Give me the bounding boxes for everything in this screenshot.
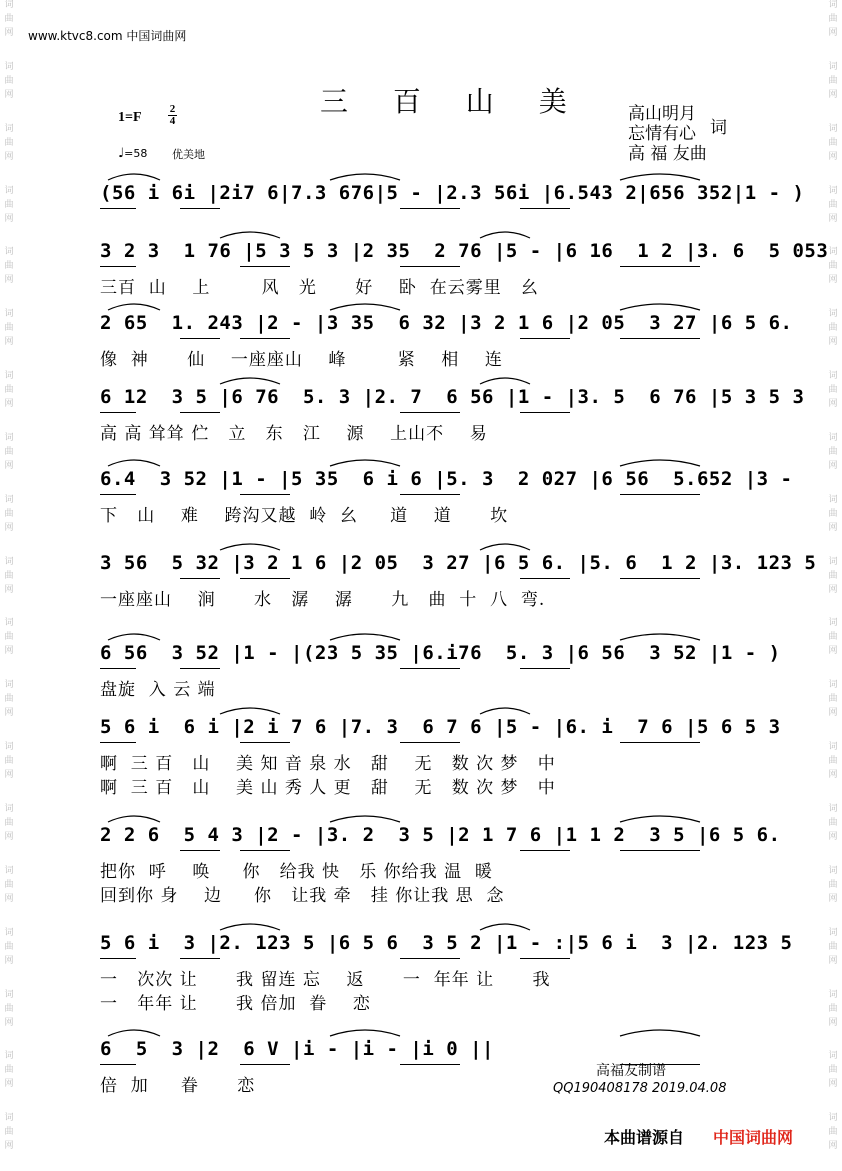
- notation-line: 5 6 i 6 i |2 i 7 6 |7. 3 6 7 6 |5 - |6. i 7 6 |5 6 5 3: [100, 716, 781, 738]
- beam-line: [180, 208, 220, 209]
- watermark-glyph: 网: [4, 770, 14, 781]
- beam-line: [180, 412, 220, 413]
- beam-line: [240, 742, 290, 743]
- watermark-glyph: 曲: [4, 385, 14, 396]
- watermark-glyph: 词: [828, 0, 838, 10]
- watermark-glyph: 网: [4, 151, 14, 162]
- lyric-line: 一 次次 让 我 留连 忘 返 一 年年 让 我: [100, 970, 551, 990]
- beam-line: [400, 1064, 460, 1065]
- beam-lines: [100, 958, 740, 966]
- beam-line: [180, 668, 220, 669]
- watermark-left: [2, 0, 16, 1171]
- watermark-glyph: 曲: [828, 75, 838, 86]
- lyric-line: 一 年年 让 我 倍加 眷 恋: [100, 994, 371, 1014]
- beam-line: [400, 494, 460, 495]
- beam-line: [100, 668, 136, 669]
- expression-marking: 优美地: [172, 148, 205, 161]
- beam-line: [520, 850, 570, 851]
- tempo-value: =58: [124, 147, 148, 160]
- beam-lines: [100, 208, 740, 216]
- watermark-glyph: 词: [828, 927, 838, 938]
- watermark-glyph: 网: [828, 1017, 838, 1028]
- beam-line: [400, 958, 460, 959]
- source-label: 本曲谱源自: [604, 1128, 685, 1147]
- watermark-glyph: 网: [828, 337, 838, 348]
- lyric-line: 三百 山 上 风 光 好 卧 在云雾里 幺: [100, 278, 539, 298]
- beam-line: [100, 208, 136, 209]
- watermark-glyph: 曲: [4, 570, 14, 581]
- watermark-glyph: 网: [4, 893, 14, 904]
- watermark-glyph: 词: [4, 0, 14, 10]
- beam-line: [620, 338, 700, 339]
- watermark-glyph: 词: [828, 309, 838, 320]
- watermark-glyph: 曲: [828, 1127, 838, 1138]
- beam-line: [520, 338, 570, 339]
- watermark-glyph: 曲: [4, 75, 14, 86]
- lyric-line: 啊 三 百 山 美 山 秀 人 更 甜 无 数 次 梦 中: [100, 778, 556, 798]
- beam-lines: [100, 266, 740, 274]
- beam-line: [100, 412, 136, 413]
- watermark-glyph: 曲: [4, 941, 14, 952]
- watermark-glyph: 曲: [4, 632, 14, 643]
- watermark-glyph: 网: [4, 460, 14, 471]
- watermark-glyph: 网: [828, 399, 838, 410]
- song-title: 三 百 山 美: [320, 85, 585, 118]
- watermark-glyph: 曲: [828, 14, 838, 24]
- beam-line: [240, 850, 290, 851]
- contact-line: QQ190408178 2019.04.08: [553, 1081, 727, 1096]
- watermark-glyph: 曲: [4, 199, 14, 210]
- beam-line: [620, 494, 700, 495]
- watermark-glyph: 网: [828, 522, 838, 533]
- beam-line: [620, 578, 700, 579]
- beam-line: [520, 578, 570, 579]
- watermark-glyph: 曲: [828, 446, 838, 457]
- watermark-glyph: 词: [4, 123, 14, 134]
- beam-line: [520, 208, 570, 209]
- beam-line: [100, 1064, 136, 1065]
- watermark-glyph: 词: [4, 680, 14, 691]
- watermark-glyph: 曲: [828, 817, 838, 828]
- notation-line: 6 12 3 5 |6 76 5. 3 |2. 7 6 56 |1 - |3. 5 6 76 |5 3 5 3: [100, 386, 805, 408]
- watermark-glyph: 曲: [828, 694, 838, 705]
- watermark-glyph: 词: [828, 371, 838, 382]
- watermark-glyph: 曲: [4, 817, 14, 828]
- watermark-glyph: 词: [4, 556, 14, 567]
- watermark-glyph: 曲: [4, 508, 14, 519]
- watermark-glyph: 网: [4, 337, 14, 348]
- watermark-glyph: 曲: [4, 756, 14, 767]
- watermark-glyph: 网: [828, 831, 838, 842]
- beam-line: [100, 958, 136, 959]
- notation-line: 6 56 3 52 |1 - |(23 5 35 |6.i76 5. 3 |6 56 3 52 |1 - ): [100, 642, 781, 664]
- watermark-glyph: 词: [4, 989, 14, 1000]
- lyric-line: 倍 加 眷 恋: [100, 1076, 256, 1096]
- lyric-line: 把你 呼 唤 你 给我 快 乐 你给我 温 暖: [100, 862, 493, 882]
- notation-line: 2 65 1. 243 |2 - |3 35 6 32 |3 2 1 6 |2 05 3 27 |6 5 6.: [100, 312, 793, 334]
- watermark-glyph: 网: [828, 708, 838, 719]
- beam-line: [240, 266, 290, 267]
- watermark-glyph: 曲: [828, 199, 838, 210]
- beam-line: [240, 338, 290, 339]
- watermark-glyph: 词: [4, 432, 14, 443]
- watermark-glyph: 词: [828, 494, 838, 505]
- watermark-glyph: 词: [828, 865, 838, 876]
- beam-line: [520, 958, 570, 959]
- notation-line: 3 2 3 1 76 |5 3 5 3 |2 35 2 76 |5 - |6 16 1 2 |3. 6 5 053: [100, 240, 829, 262]
- beam-line: [620, 742, 700, 743]
- beam-lines: [100, 668, 740, 676]
- beam-line: [400, 668, 460, 669]
- watermark-glyph: 词: [4, 247, 14, 258]
- watermark-glyph: 曲: [828, 879, 838, 890]
- watermark-glyph: 曲: [828, 570, 838, 581]
- watermark-glyph: 曲: [828, 261, 838, 272]
- beam-line: [180, 338, 220, 339]
- source-site-link[interactable]: 中国词曲网: [713, 1128, 794, 1147]
- watermark-right: [826, 0, 840, 1171]
- beam-line: [520, 668, 570, 669]
- watermark-glyph: 词: [4, 61, 14, 72]
- beam-line: [620, 850, 700, 851]
- watermark-glyph: 网: [828, 151, 838, 162]
- watermark-glyph: 词: [4, 1113, 14, 1124]
- beam-line: [100, 266, 136, 267]
- tempo-marking: [118, 146, 147, 161]
- watermark-glyph: 网: [4, 399, 14, 410]
- watermark-glyph: 词: [828, 742, 838, 753]
- watermark-glyph: 网: [828, 460, 838, 471]
- beam-line: [100, 494, 136, 495]
- notation-line: 6.4 3 52 |1 - |5 35 6 i 6 |5. 3 2 027 |6 56 5.652 |3 -: [100, 468, 793, 490]
- watermark-glyph: 网: [828, 893, 838, 904]
- watermark-glyph: 词: [4, 618, 14, 629]
- watermark-glyph: 词: [4, 865, 14, 876]
- watermark-glyph: 网: [4, 831, 14, 842]
- staff-system: [100, 454, 793, 544]
- watermark-glyph: 曲: [4, 1065, 14, 1076]
- beam-line: [180, 850, 220, 851]
- watermark-glyph: 词: [828, 556, 838, 567]
- watermark-glyph: 网: [828, 89, 838, 100]
- watermark-glyph: 网: [4, 89, 14, 100]
- beam-line: [400, 208, 460, 209]
- watermark-glyph: 词: [828, 185, 838, 196]
- staff-system: [100, 702, 781, 798]
- key-signature: 1=F: [118, 110, 142, 125]
- watermark-glyph: 词: [4, 803, 14, 814]
- watermark-glyph: 曲: [4, 879, 14, 890]
- watermark-glyph: 曲: [828, 385, 838, 396]
- watermark-glyph: 网: [4, 1141, 14, 1152]
- watermark-glyph: 网: [828, 28, 838, 38]
- beam-lines: [100, 578, 740, 586]
- staff-system: [100, 538, 817, 628]
- beam-line: [180, 958, 220, 959]
- watermark-glyph: 网: [828, 213, 838, 224]
- beam-lines: [100, 338, 740, 346]
- watermark-glyph: 曲: [4, 446, 14, 457]
- watermark-glyph: 网: [4, 955, 14, 966]
- watermark-glyph: 词: [828, 1113, 838, 1124]
- watermark-glyph: 网: [4, 1017, 14, 1028]
- notation-line: 5 6 i 3 |2. 123 5 |6 5 6 3 5 2 |1 - :|5 6 i 3 |2. 123 5: [100, 932, 793, 954]
- watermark-glyph: 曲: [828, 1065, 838, 1076]
- staff-system: [100, 810, 781, 906]
- beam-lines: [100, 742, 740, 750]
- watermark-glyph: 词: [828, 61, 838, 72]
- lyric-line: 下 山 难 跨沟又越 岭 幺 道 道 坎: [100, 506, 509, 526]
- watermark-glyph: 网: [4, 708, 14, 719]
- staff-system: [100, 918, 793, 1014]
- watermark-glyph: 曲: [4, 694, 14, 705]
- beam-line: [240, 578, 290, 579]
- notation-line: 6 5 3 |2 6 V |i - |i - |i 0 ||: [100, 1038, 494, 1060]
- lyric-line: 高 高 耸耸 伫 立 东 江 源 上山不 易: [100, 424, 488, 444]
- watermark-glyph: 网: [4, 213, 14, 224]
- watermark-glyph: 曲: [828, 508, 838, 519]
- watermark-glyph: 曲: [4, 323, 14, 334]
- watermark-glyph: 词: [4, 927, 14, 938]
- beam-lines: [100, 412, 740, 420]
- watermark-glyph: 词: [828, 432, 838, 443]
- watermark-glyph: 词: [4, 1051, 14, 1062]
- watermark-glyph: 词: [4, 185, 14, 196]
- watermark-glyph: 词: [828, 680, 838, 691]
- watermark-glyph: 词: [828, 989, 838, 1000]
- watermark-glyph: 网: [4, 646, 14, 657]
- watermark-glyph: 词: [4, 494, 14, 505]
- watermark-glyph: 网: [828, 1079, 838, 1090]
- lyric-line: 回到你 身 边 你 让我 牵 挂 你让我 思 念: [100, 886, 505, 906]
- watermark-glyph: 网: [4, 275, 14, 286]
- watermark-glyph: 曲: [4, 14, 14, 24]
- lyric-line: 啊 三 百 山 美 知 音 泉 水 甜 无 数 次 梦 中: [100, 754, 556, 774]
- watermark-glyph: 网: [828, 770, 838, 781]
- watermark-glyph: 词: [828, 1051, 838, 1062]
- watermark-glyph: 网: [4, 584, 14, 595]
- beam-line: [180, 578, 220, 579]
- watermark-glyph: 曲: [828, 137, 838, 148]
- site-header[interactable]: www.ktvc8.com 中国词曲网: [28, 29, 187, 43]
- watermark-glyph: 曲: [4, 1003, 14, 1014]
- time-sig-bottom: 4: [169, 115, 176, 127]
- watermark-glyph: 曲: [828, 323, 838, 334]
- lyricist-name: 高山明月: [628, 104, 696, 124]
- watermark-glyph: 词: [4, 309, 14, 320]
- beam-line: [400, 412, 460, 413]
- watermark-glyph: 曲: [4, 137, 14, 148]
- beam-lines: [100, 494, 740, 502]
- watermark-glyph: 曲: [4, 261, 14, 272]
- watermark-glyph: 网: [4, 1079, 14, 1090]
- beam-line: [100, 742, 136, 743]
- watermark-glyph: 词: [828, 618, 838, 629]
- watermark-glyph: 网: [828, 646, 838, 657]
- notation-line: 2 2 6 5 4 3 |2 - |3. 2 3 5 |2 1 7 6 |1 1 2 3 5 |6 5 6.: [100, 824, 781, 846]
- beam-line: [520, 412, 570, 413]
- composer-credit: 高 福 友曲: [628, 144, 707, 164]
- watermark-glyph: 网: [828, 1141, 838, 1152]
- watermark-glyph: 词: [828, 247, 838, 258]
- watermark-glyph: 网: [828, 584, 838, 595]
- watermark-glyph: 网: [4, 522, 14, 533]
- lyric-role: 词: [710, 118, 727, 138]
- watermark-glyph: 网: [4, 28, 14, 38]
- watermark-glyph: 词: [4, 742, 14, 753]
- watermark-glyph: 曲: [4, 1127, 14, 1138]
- watermark-glyph: 曲: [828, 1003, 838, 1014]
- watermark-glyph: 词: [828, 803, 838, 814]
- co-lyricist-name: 忘情有心: [628, 124, 696, 144]
- watermark-glyph: 词: [828, 123, 838, 134]
- beam-line: [620, 266, 700, 267]
- watermark-glyph: 曲: [828, 941, 838, 952]
- watermark-glyph: 曲: [828, 632, 838, 643]
- watermark-glyph: 网: [828, 955, 838, 966]
- lyric-line: 一座座山 涧 水 潺 潺 九 曲 十 八 弯.: [100, 590, 546, 610]
- lyric-line: 像 神 仙 一座座山 峰 紧 相 连: [100, 350, 503, 370]
- quarter-note-icon: ♩: [118, 146, 125, 161]
- staff-system: [100, 372, 805, 462]
- watermark-glyph: 网: [828, 275, 838, 286]
- beam-line: [240, 494, 290, 495]
- arranger-credit: 高福友制谱: [596, 1063, 666, 1079]
- beam-lines: [100, 850, 740, 858]
- time-sig-top: 2: [169, 103, 176, 115]
- watermark-glyph: 曲: [828, 756, 838, 767]
- time-signature: [168, 104, 177, 127]
- notation-line: 3 56 5 32 |3 2 1 6 |2 05 3 27 |6 5 6. |5. 6 1 2 |3. 123 5: [100, 552, 817, 574]
- beam-line: [400, 742, 460, 743]
- lyric-line: 盘旋 入 云 端: [100, 680, 216, 700]
- beam-line: [400, 266, 460, 267]
- credits: [628, 104, 727, 164]
- watermark-glyph: 词: [4, 371, 14, 382]
- beam-line: [240, 1064, 290, 1065]
- notation-line: (56 i 6i |2i7 6|7.3 676|5 - |2.3 56i |6.543 2|656 352|1 - ): [100, 182, 805, 204]
